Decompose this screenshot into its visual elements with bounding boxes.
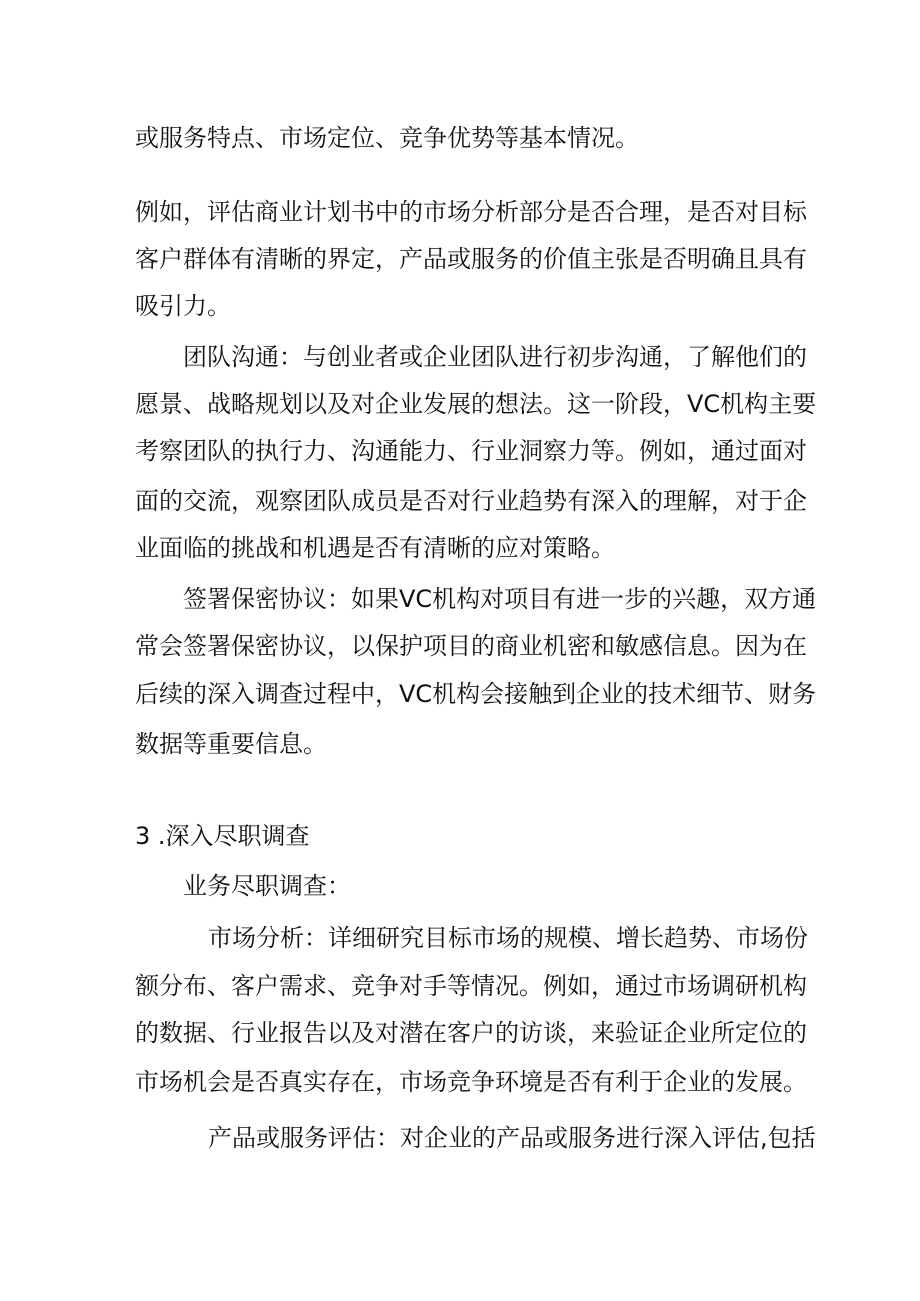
paragraph-line: 客户群体有清晰的界定，产品或服务的价值主张是否明确且具有 (135, 245, 807, 273)
paragraph-line: 产品或服务评估：对企业的产品或服务进行深入评估,包括 (208, 1124, 816, 1152)
paragraph-line: 例如，评估商业计划书中的市场分析部分是否合理，是否对目标 (135, 198, 807, 226)
paragraph-line: 吸引力。 (135, 292, 231, 320)
paragraph-line: 市场机会是否真实存在，市场竞争环境是否有利于企业的发展。 (135, 1068, 807, 1096)
paragraph-line: 常会签署保密协议，以保护项目的商业机密和敏感信息。因为在 (135, 632, 807, 660)
paragraph-line: 考察团队的执行力、沟通能力、行业洞察力等。例如，通过面对 (135, 437, 807, 465)
paragraph-line: 愿景、战略规划以及对企业发展的想法。这一阶段，VC机构主要 (135, 390, 817, 418)
paragraph-line: 签署保密协议：如果VC机构对项目有进一步的兴趣，双方通 (183, 585, 817, 613)
paragraph-line: 或服务特点、市场定位、竞争优势等基本情况。 (135, 124, 639, 152)
subsection-heading: 业务尽职调查： (183, 872, 351, 900)
section-heading: 3 .深入尽职调查 (135, 822, 310, 850)
paragraph-line: 后续的深入调查过程中，VC机构会接触到企业的技术细节、财务 (135, 680, 817, 708)
paragraph-line: 面的交流，观察团队成员是否对行业趋势有深入的理解，对于企 (135, 487, 807, 515)
paragraph-line: 的数据、行业报告以及对潜在客户的访谈，来验证企业所定位的 (135, 1019, 807, 1047)
paragraph-line: 数据等重要信息。 (135, 730, 327, 758)
paragraph-line: 额分布、客户需求、竞争对手等情况。例如，通过市场调研机构 (135, 972, 807, 1000)
paragraph-line: 业面临的挑战和机遇是否有清晰的应对策略。 (135, 534, 615, 562)
paragraph-line: 团队沟通：与创业者或企业团队进行初步沟通，了解他们的 (183, 343, 807, 371)
paragraph-line: 市场分析：详细研究目标市场的规模、增长趋势、市场份 (208, 924, 808, 952)
